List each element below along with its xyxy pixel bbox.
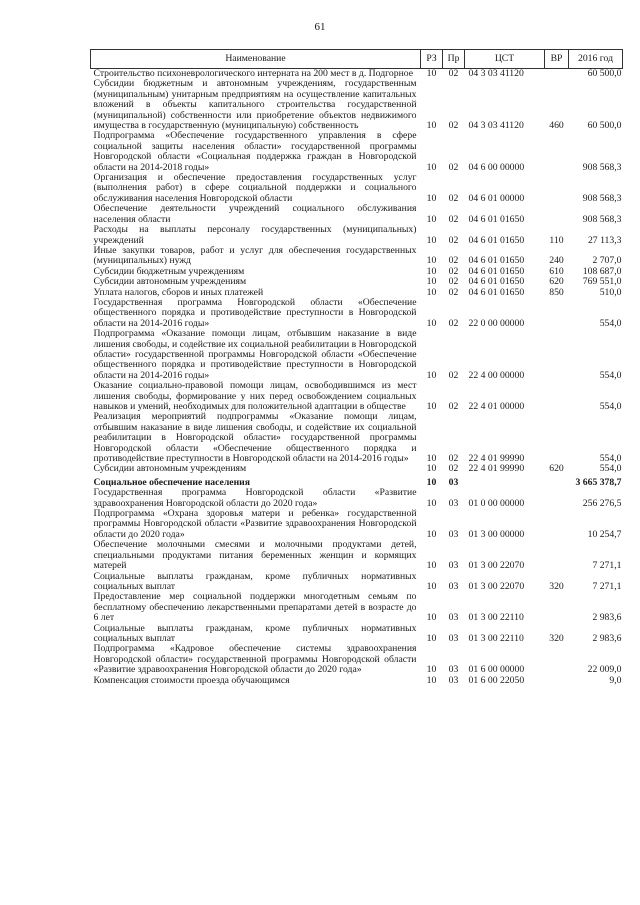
- row-amount: 10 254,7: [587, 528, 622, 540]
- row-vr: [545, 540, 569, 571]
- row-cst: 04 6 01 00000: [468, 192, 525, 204]
- row-vr: [545, 509, 569, 540]
- row-vr: 240: [549, 255, 564, 267]
- row-pr: 02: [448, 234, 459, 246]
- row-amount: 108 687,0: [582, 265, 622, 277]
- row-rz: 10: [426, 401, 437, 412]
- row-pr: 03: [448, 612, 459, 624]
- row-name: Расходы на выплаты персоналу государственных (муниципальных) учреждений: [93, 224, 417, 246]
- row-amount: 554,0: [599, 317, 622, 329]
- row-name: Организация и обеспечение предоставления государственных услуг (выполнения работ) в сфере социальной поддержки и социального обслуживания населения Новгородской области: [93, 172, 417, 204]
- column-header-amount: 2016 год: [569, 50, 623, 69]
- row-rz: 10: [426, 463, 437, 475]
- table-row: [91, 204, 623, 225]
- row-cst: 01 3 00 22110: [468, 612, 524, 624]
- row-amount: 554,0: [599, 369, 622, 381]
- row-pr: 02: [448, 213, 459, 225]
- row-rz: 10: [426, 497, 437, 509]
- row-rz: 10: [426, 632, 437, 644]
- page-number: 61: [314, 21, 326, 33]
- row-pr: 02: [448, 463, 459, 475]
- row-rz: 10: [426, 612, 437, 624]
- row-amount: 769 551,0: [582, 276, 622, 288]
- row-amount: 60 500,0: [587, 120, 622, 132]
- row-name: Подпрограмма «Кадровое обеспечение системы здравоохранения Новгородской области» государственной программы Новгородской области «Развитие здравоохранения Новгородской области до 2020 года»: [93, 643, 417, 676]
- row-cst: 01 6 00 22050: [468, 674, 525, 686]
- row-name: Предоставление мер социальной поддержки многодетным семьям по бесплатному обеспечению лекарственными препаратами детей в возрасте до 6 лет: [93, 591, 417, 624]
- table-row: [91, 572, 623, 593]
- row-vr: [545, 488, 569, 509]
- column-header-pr: Пр: [443, 50, 465, 69]
- row-pr: 02: [448, 369, 459, 381]
- row-vr: [545, 676, 569, 686]
- row-name: Подпрограмма «Обеспечение государственного управления в сфере социальной защиты населения области» государственной программы Новгородской области «Социальная поддержка граждан в Новгородской области на 2014-2018 годы»: [93, 130, 417, 173]
- row-cst: 04 3 03 41120: [468, 68, 524, 79]
- row-name: Подпрограмма «Оказание помощи лицам, отбывшим наказание в виде лишения свободы, и содействие их социальной реабилитации в Новгородской области» государственной программы Новгородской области «Обеспечение общественного порядка и противодействие преступности в Новгородской области на 2014-2016 годы»: [93, 328, 417, 381]
- row-name: Строительство психоневрологического интерната на 200 мест в д. Подгорное: [93, 68, 414, 79]
- row-name: Обеспечение молочными смесями и молочными продуктами детей, специальными продуктами питания беременных женщин и кормящих матерей: [93, 539, 417, 572]
- row-cst: 04 6 01 01650: [468, 276, 525, 288]
- row-name: Субсидии автономным учреждениям: [93, 463, 247, 475]
- row-amount: 60 500,0: [587, 68, 622, 79]
- row-cst: 01 6 00 00000: [468, 664, 525, 676]
- row-amount: 2 707,0: [592, 255, 622, 267]
- row-cst: 22 0 00 00000: [468, 317, 525, 329]
- row-pr: 03: [448, 664, 459, 676]
- row-amount: 3 665 378,7: [575, 476, 622, 488]
- budget-table: [90, 49, 623, 686]
- row-rz: 10: [426, 580, 437, 592]
- row-amount: 256 276,5: [582, 497, 622, 509]
- row-name: Субсидии бюджетным учреждениям: [93, 265, 245, 277]
- table-row: [91, 79, 623, 131]
- row-vr: 110: [549, 234, 564, 246]
- row-pr: 02: [448, 192, 459, 204]
- table-row: [91, 540, 623, 571]
- table-row: [91, 246, 623, 267]
- row-cst: 01 3 00 00000: [468, 528, 525, 540]
- row-rz: 10: [426, 265, 437, 277]
- row-cst: 22 4 01 00000: [468, 401, 525, 412]
- row-amount: 22 009,0: [587, 664, 622, 676]
- table-row: [91, 676, 623, 686]
- row-rz: 10: [426, 317, 437, 329]
- row-rz: 10: [426, 192, 437, 204]
- row-vr: 620: [549, 276, 564, 288]
- row-name: Социальные выплаты гражданам, кроме публичных нормативных социальных выплат: [93, 570, 417, 592]
- row-vr: [545, 329, 569, 381]
- row-pr: 03: [448, 632, 459, 644]
- table-row: [91, 464, 623, 474]
- row-vr: 320: [549, 580, 564, 592]
- row-amount: 7 271,1: [592, 580, 622, 592]
- row-pr: 02: [448, 453, 459, 465]
- row-vr: 610: [549, 265, 564, 277]
- table-row: [91, 624, 623, 645]
- row-cst: 04 3 03 41120: [468, 120, 524, 132]
- column-header-rz: РЗ: [421, 50, 443, 69]
- row-rz: 10: [426, 528, 437, 540]
- table-row: [91, 381, 623, 412]
- column-header-name: Наименование: [91, 50, 421, 69]
- row-pr: 02: [448, 255, 459, 267]
- table-row: [91, 329, 623, 381]
- row-vr: [545, 412, 569, 464]
- row-name: Уплата налогов, сборов и иных платежей: [93, 286, 264, 298]
- row-name: Реализация мероприятий подпрограммы «Оказание помощи лицам, отбывшим наказание в виде лишения свободы, и содействие их социальной реабилитации в Новгородской области» государственной программы Новгородской области «Обеспечение общественного порядка и противодействие преступности в Новгородской области на 2014-2016 годы»: [93, 411, 417, 465]
- row-name: Обеспечение деятельности учреждений социального обслуживания населения области: [93, 203, 417, 225]
- table-row: [91, 475, 623, 488]
- row-name: Государственная программа Новгородской области «Обеспечение общественного порядка и противодействие преступности в Новгородской области на 2014-2016 годы»: [93, 296, 417, 329]
- row-cst: 04 6 01 01650: [468, 265, 525, 277]
- row-amount: 908 568,3: [582, 192, 622, 204]
- table-row: [91, 412, 623, 464]
- row-amount: 7 271,1: [592, 560, 622, 572]
- table-row: [91, 277, 623, 287]
- row-amount: 2 983,6: [592, 612, 622, 624]
- row-cst: 01 0 00 00000: [468, 497, 525, 509]
- table-row: [91, 592, 623, 623]
- row-name: Социальные выплаты гражданам, кроме публичных нормативных социальных выплат: [93, 622, 417, 644]
- row-pr: 02: [448, 317, 459, 329]
- row-vr: [545, 592, 569, 623]
- row-name: Государственная программа Новгородской области «Развитие здравоохранения Новгородской области до 2020 года»: [93, 487, 417, 509]
- row-name: Иные закупки товаров, работ и услуг для обеспечения государственных (муниципальных) нужд: [93, 244, 417, 267]
- row-rz: 10: [426, 213, 437, 225]
- table-row: [91, 131, 623, 173]
- row-rz: 10: [426, 453, 437, 465]
- row-pr: 02: [448, 68, 459, 79]
- row-vr: 320: [549, 632, 564, 644]
- row-amount: 908 568,3: [582, 161, 622, 173]
- row-rz: 10: [426, 369, 437, 381]
- row-amount: 554,0: [599, 453, 622, 465]
- row-cst: 01 3 00 22070: [468, 580, 525, 592]
- row-cst: 04 6 00 00000: [468, 161, 525, 173]
- row-vr: [545, 204, 569, 225]
- row-rz: 10: [426, 161, 437, 173]
- row-rz: 10: [426, 68, 437, 79]
- row-cst: 22 4 01 99990: [468, 453, 525, 465]
- table-body: [91, 69, 623, 686]
- row-name: Компенсация стоимости проезда обучающимся: [93, 674, 290, 686]
- row-rz: 10: [426, 286, 437, 298]
- table-row: [91, 644, 623, 675]
- table-row: [91, 509, 623, 540]
- row-pr: 02: [448, 120, 459, 132]
- row-vr: [545, 381, 569, 412]
- table-row: [91, 225, 623, 246]
- row-vr: [545, 131, 569, 173]
- row-amount: 2 983,6: [592, 632, 622, 644]
- table-row: [91, 488, 623, 509]
- row-rz: 10: [426, 664, 437, 676]
- row-cst: 04 6 01 01650: [468, 255, 525, 267]
- row-pr: 03: [448, 528, 459, 540]
- row-cst: 04 6 01 01650: [468, 213, 525, 225]
- row-cst: 04 6 01 01650: [468, 234, 525, 246]
- row-amount: 554,0: [599, 401, 622, 412]
- row-name: Социальное обеспечение населения: [93, 476, 250, 488]
- row-vr: [545, 298, 569, 329]
- row-pr: 02: [448, 276, 459, 288]
- row-pr: 03: [448, 560, 459, 572]
- row-name: Субсидии автономным учреждениям: [93, 276, 247, 288]
- row-name: Подпрограмма «Охрана здоровья матери и ребенка» государственной программы Новгородской области «Развитие здравоохранения Новгородской области до 2020 года»: [93, 508, 417, 540]
- row-pr: 02: [448, 286, 459, 298]
- row-vr: 850: [549, 286, 564, 298]
- row-amount: 510,0: [599, 286, 622, 298]
- row-vr: 460: [549, 120, 564, 132]
- row-pr: 02: [448, 401, 459, 412]
- row-vr: [545, 475, 569, 488]
- row-pr: 03: [448, 476, 459, 488]
- row-rz: 10: [426, 255, 437, 267]
- row-cst: 22 4 00 00000: [468, 369, 525, 381]
- row-cst: 01 3 00 22070: [468, 560, 525, 572]
- column-header-cst: ЦСТ: [465, 50, 545, 69]
- row-pr: 03: [448, 580, 459, 592]
- row-amount: 908 568,3: [582, 213, 622, 225]
- row-vr: [545, 644, 569, 675]
- row-name: Субсидии бюджетным и автономным учреждениям, государственным (муниципальным) унитарным предприятиям на осуществление капитальных вложений в объекты капитального строительства государственной (муниципальной) собственности или приобретение объектов недвижимого имущества в государственную (муниципальную) собственность: [93, 78, 417, 132]
- row-rz: 10: [426, 560, 437, 572]
- column-header-vr: ВР: [545, 50, 569, 69]
- row-amount: 9,0: [609, 674, 622, 686]
- row-pr: 02: [448, 265, 459, 277]
- row-rz: 10: [426, 476, 437, 488]
- row-rz: 10: [426, 234, 437, 246]
- row-amount: 554,0: [599, 463, 622, 475]
- row-rz: 10: [426, 674, 437, 686]
- row-cst: 01 3 00 22110: [468, 632, 524, 644]
- row-cst: 04 6 01 01650: [468, 286, 525, 298]
- table-row: [91, 173, 623, 204]
- row-pr: 03: [448, 674, 459, 686]
- row-cst: 22 4 01 99990: [468, 463, 525, 475]
- table-header-row: [91, 50, 623, 69]
- row-vr: [545, 173, 569, 204]
- row-pr: 02: [448, 161, 459, 173]
- row-amount: 27 113,3: [587, 234, 622, 246]
- row-rz: 10: [426, 276, 437, 288]
- row-vr: 620: [549, 463, 564, 475]
- table-row: [91, 298, 623, 329]
- row-cst: [465, 475, 545, 488]
- row-pr: 03: [448, 497, 459, 509]
- row-vr: [545, 69, 569, 80]
- row-name: Оказание социально-правовой помощи лицам, освободившимся из мест лишения свободы, формирование у них перед освобождением социальных навыков и умений, необходимых для положительной адаптации в обществе: [93, 380, 417, 412]
- row-rz: 10: [426, 120, 437, 132]
